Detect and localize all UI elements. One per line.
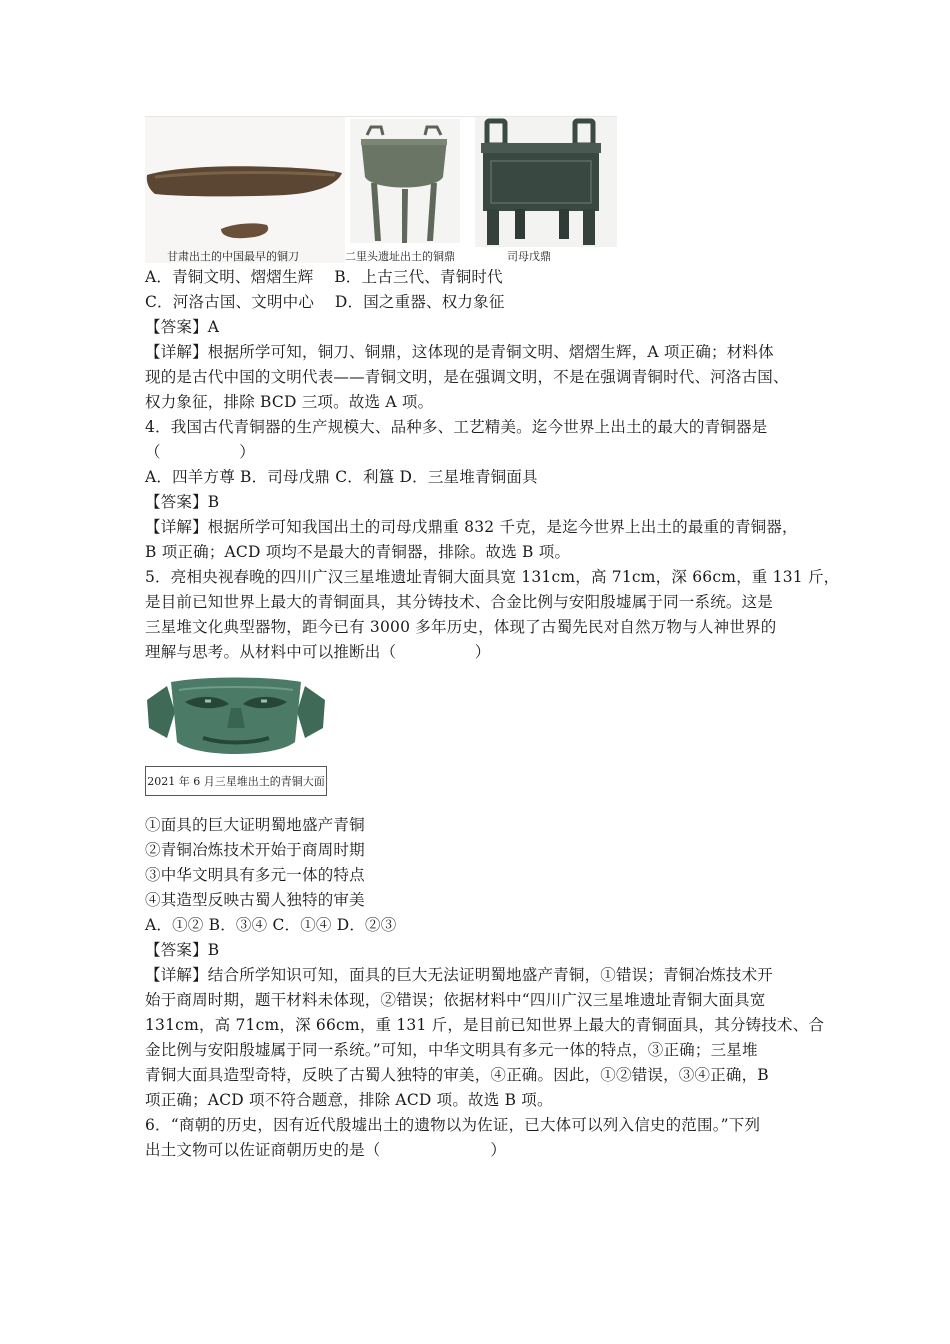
- q5-answer: 【答案】B: [145, 941, 220, 959]
- q5-stem-line: 5．亮相央视春晚的四川广汉三星堆遗址青铜大面具宽 131cm，高 71cm，深 66cm，重 131 斤，: [145, 568, 840, 586]
- q5-statement: ③中华文明具有多元一体的特点: [145, 866, 365, 884]
- q4-answer: 【答案】B: [145, 493, 220, 511]
- q3-explain-line: 现的是古代中国的文明代表——青铜文明，是在强调文明，不是在强调青铜时代、河洛古国、: [145, 368, 789, 386]
- q3-options-ab: A．青铜文明、熠熠生辉 B．上古三代、青铜时代: [145, 268, 503, 286]
- caption-simuwu-ding: 司母戊鼎: [507, 250, 551, 263]
- bronze-mask-photo: [145, 672, 327, 768]
- q5-explain-line: 131cm，高 71cm，深 66cm，重 131 斤，是目前已知世界上最大的青铜面具，其分铸技术、合: [145, 1016, 825, 1034]
- q6-stem-line: 出土文物可以佐证商朝历史的是（ ）: [145, 1141, 507, 1159]
- q6-stem-line: 6．“商朝的历史，因有近代殷墟出土的遗物以为佐证，已大体可以列入信史的范围。”下列: [145, 1116, 761, 1134]
- q5-explain-line: 始于商周时期，题干材料未体现，②错误；依据材料中“四川广汉三星堆遗址青铜大面具宽: [145, 991, 766, 1009]
- q4-options: A．四羊方尊 B．司母戊鼎 C．利簋 D．三星堆青铜面具: [145, 468, 538, 486]
- q5-stem-line: 理解与思考。从材料中可以推断出（ ）: [145, 643, 491, 661]
- artifact-figure: [145, 116, 617, 263]
- q3-explain-line: 权力象征，排除 BCD 三项。故选 A 项。: [145, 393, 434, 411]
- q4-stem-line: （ ）: [145, 443, 255, 461]
- caption-bronze-knife: 甘肃出土的中国最早的铜刀: [167, 250, 299, 263]
- q5-explain-line: 金比例与安阳殷墟属于同一系统。”可知，中华文明具有多元一体的特点，③正确；三星堆: [145, 1041, 758, 1059]
- caption-erlitou-ding: 二里头遗址出土的铜鼎: [345, 250, 455, 263]
- artifact-photos: [145, 117, 617, 263]
- q4-explain-line: B 项正确；ACD 项均不是最大的青铜器，排除。故选 B 项。: [145, 543, 571, 561]
- q4-stem-line: 4．我国古代青铜器的生产规模大、品种多、工艺精美。迄今世界上出土的最大的青铜器是: [145, 418, 768, 436]
- q3-options-cd: C．河洛古国、文明中心 D．国之重器、权力象征: [145, 293, 505, 311]
- q5-options: A．①② B．③④ C．①④ D．②③: [145, 916, 397, 934]
- q5-stem-line: 是目前已知世界上最大的青铜面具，其分铸技术、合金比例与安阳殷墟属于同一系统。这是: [145, 593, 774, 611]
- q5-statement: ②青铜冶炼技术开始于商周时期: [145, 841, 365, 859]
- q5-explain-line: 【详解】结合所学知识可知，面具的巨大无法证明蜀地盛产青铜，①错误；青铜冶炼技术开: [145, 966, 774, 984]
- q4-explain-line: 【详解】根据所学可知我国出土的司母戊鼎重 832 千克，是迄今世界上出土的最重的青铜器，: [145, 518, 798, 536]
- q3-answer: 【答案】A: [145, 318, 220, 336]
- q3-explain-line: 【详解】根据所学可知，铜刀、铜鼎，这体现的是青铜文明、熠熠生辉，A 项正确；材料体: [145, 343, 774, 361]
- q5-statement: ①面具的巨大证明蜀地盛产青铜: [145, 816, 365, 834]
- q5-statement: ④其造型反映古蜀人独特的审美: [145, 891, 365, 909]
- q5-stem-line: 三星堆文化典型器物，距今已有 3000 多年历史，体现了古蜀先民对自然万物与人神世界的: [145, 618, 777, 636]
- bronze-mask-caption: 2021 年 6 月三星堆出土的青铜大面: [145, 766, 327, 796]
- q5-explain-line: 青铜大面具造型奇特，反映了古蜀人独特的审美，④正确。因此，①②错误，③④正确，B: [145, 1066, 769, 1084]
- q5-explain-line: 项正确；ACD 项不符合题意，排除 ACD 项。故选 B 项。: [145, 1091, 553, 1109]
